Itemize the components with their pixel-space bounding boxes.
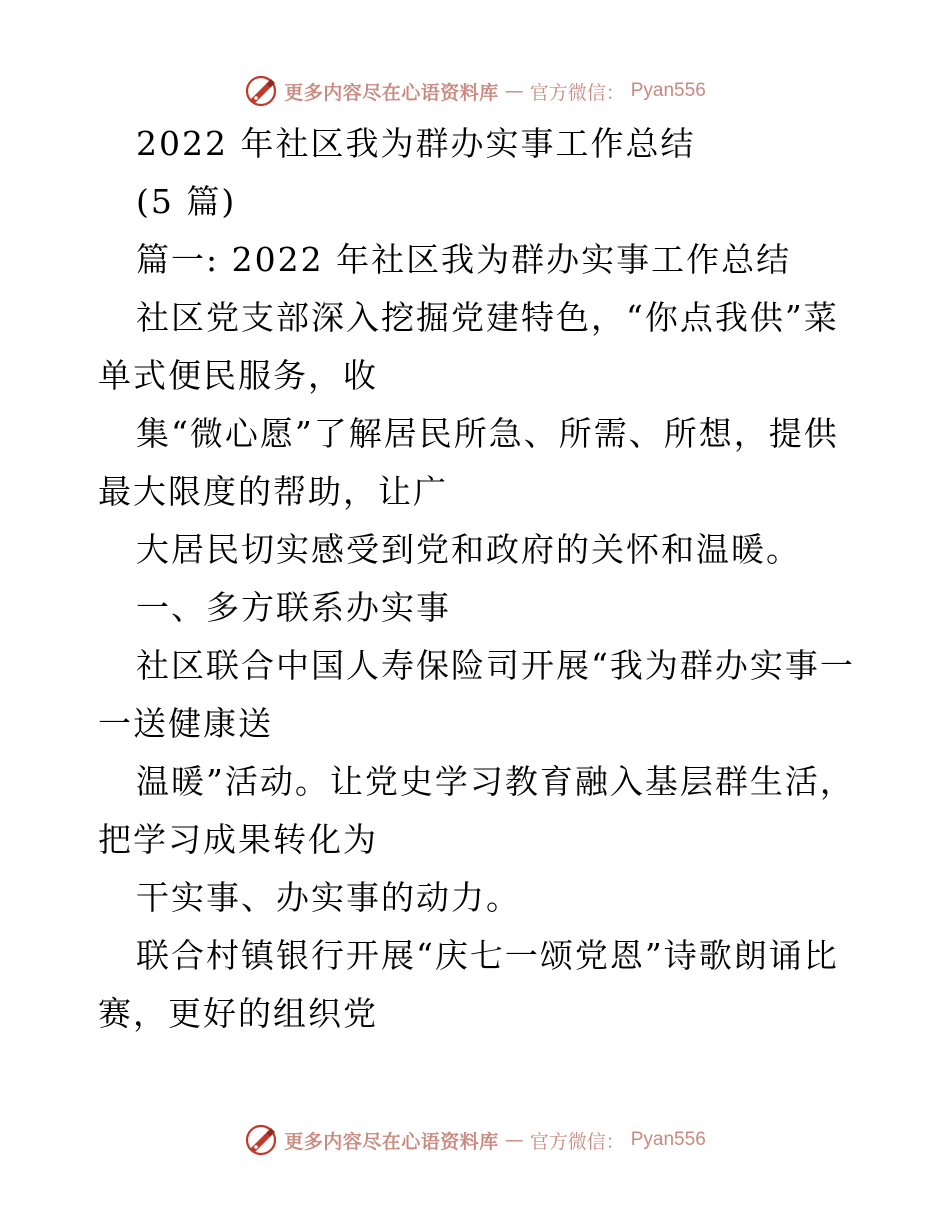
paragraph-line: 温暖”活动。让党史学习教育融入基层群生活， [136,762,855,801]
header-promo-text: 更多内容尽在心语资料库 [284,81,499,104]
paragraph-line: 社区联合中国人寿保险司开展“我为群办实事一 [136,646,855,685]
section-heading: 篇一: 2022 年社区我为群办实事工作总结 [136,240,792,279]
footer-promo-text: 更多内容尽在心语资料库 [284,1130,499,1153]
paragraph-line: 把学习成果转化为 [98,820,378,859]
header-contact-id: Pyan556 [630,80,706,101]
header-dash: — [504,80,524,102]
header-banner [0,71,950,111]
subsection-heading: 一、多方联系办实事 [136,588,451,627]
paragraph-line: 大居民切实感受到党和政府的关怀和温暖。 [136,530,801,569]
footer-contact-label: 官方微信： [529,1130,625,1153]
document-title: 2022 年社区我为群办实事工作总结 [136,124,696,163]
header-contact-label: 官方微信： [529,81,625,104]
document-subtitle: (5 篇) [136,182,237,221]
paragraph-line: 社区党支部深入挖掘党建特色，“你点我供”菜 [136,298,839,337]
footer-banner [0,1120,950,1160]
paragraph-line: 干实事、办实事的动力。 [136,878,521,917]
pen-nib-circle-icon [244,1123,278,1157]
paragraph-line: 赛，更好的组织党 [98,994,378,1033]
footer-dash: — [504,1129,524,1151]
paragraph-line: 一送健康送 [98,704,273,743]
paragraph-line: 集“微心愿”了解居民所急、所需、所想，提供 [136,414,839,453]
pen-nib-circle-icon [244,74,278,108]
footer-contact-id: Pyan556 [630,1129,706,1150]
paragraph-line: 单式便民服务，收 [98,356,378,395]
paragraph-line: 最大限度的帮助，让广 [98,472,448,511]
paragraph-line: 联合村镇银行开展“庆七一颂党恩”诗歌朗诵比 [136,936,839,975]
